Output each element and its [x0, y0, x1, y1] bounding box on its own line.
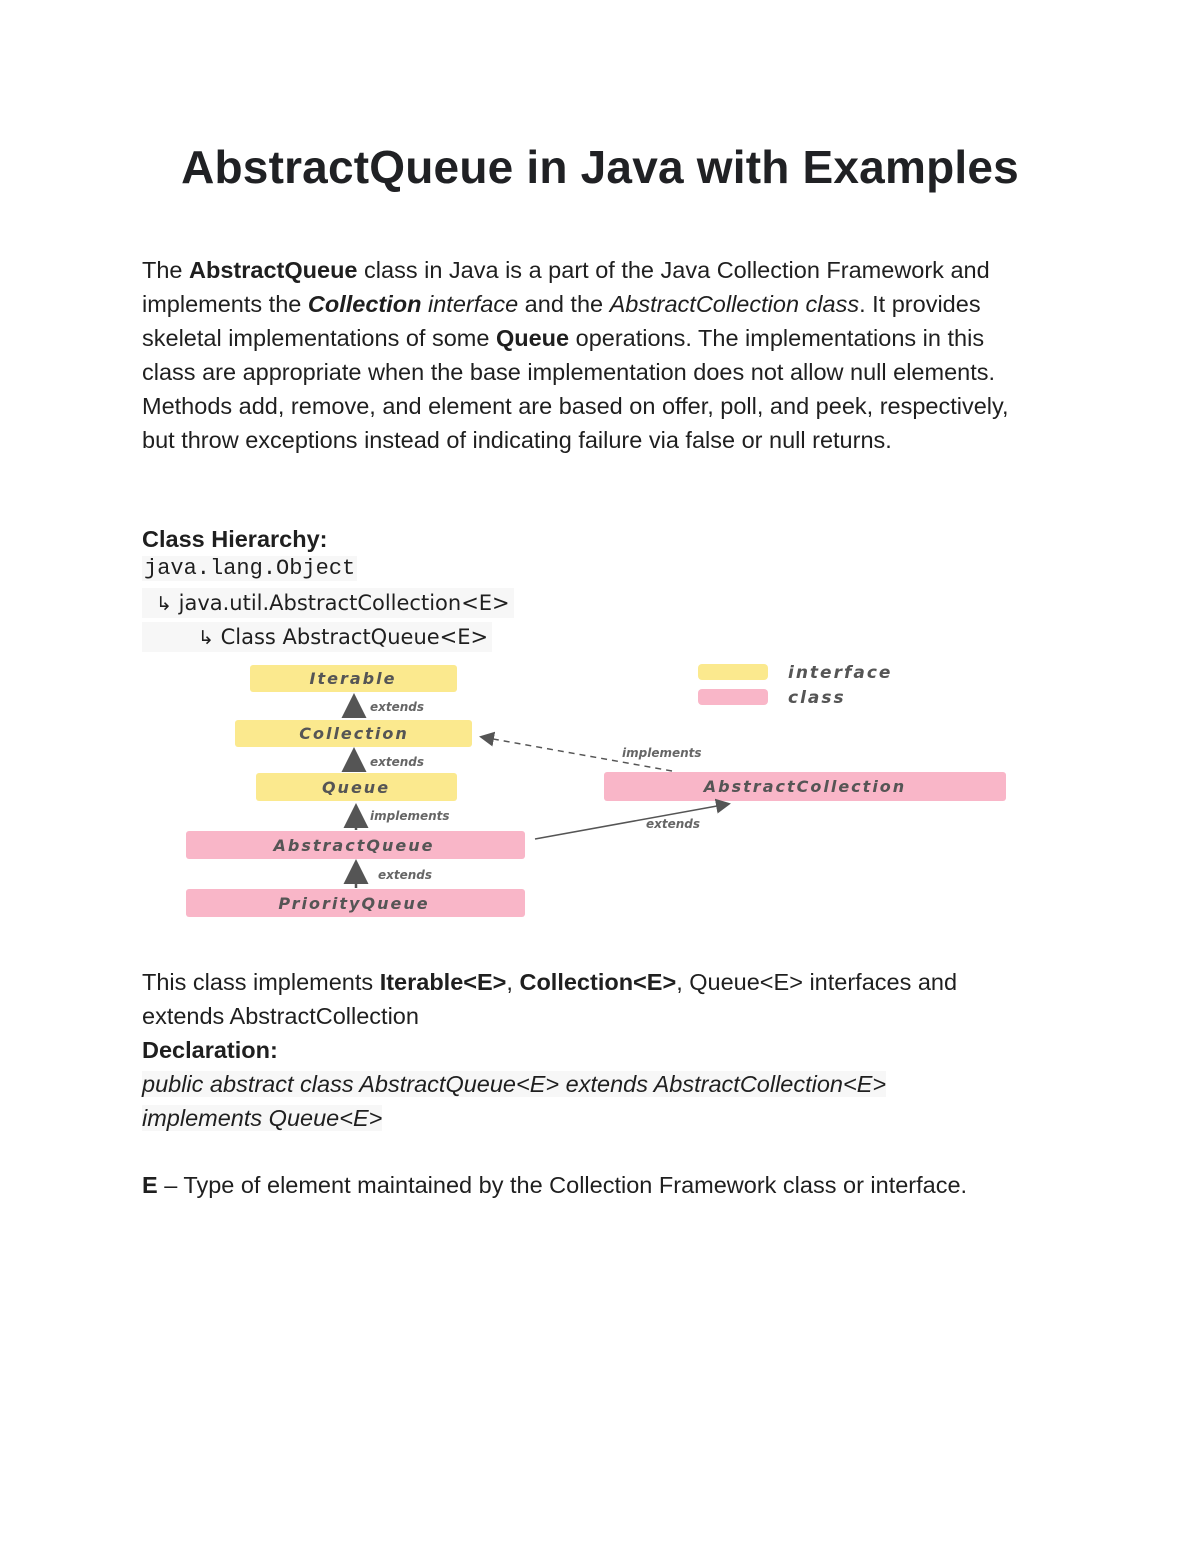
intro-bold-queue: Queue [495, 325, 570, 351]
intro-text: class in Java is a part of the Java Collection Framework and implements the [142, 257, 990, 317]
hierarchy-arrow-icon: ↳ [198, 627, 214, 649]
hierarchy-arrow-icon: ↳ [156, 593, 172, 615]
edge-label-extends2: extends [370, 755, 425, 769]
intro-italic-abstractcollection: AbstractCollection class [609, 291, 860, 317]
implements-text: This class implements [142, 969, 380, 995]
intro-paragraph [142, 253, 1042, 457]
declaration-line2: implements Queue<E> [142, 1105, 383, 1131]
node-abstractqueue: AbstractQueue [273, 836, 435, 855]
hierarchy-level1-label: java.util.AbstractCollection<E> [178, 591, 510, 615]
node-priorityqueue: PriorityQueue [278, 894, 430, 913]
hierarchy-level2-label: Class AbstractQueue<E> [220, 625, 489, 649]
legend-interface-swatch [698, 664, 768, 680]
page-title: AbstractQueue in Java with Examples [181, 141, 1019, 193]
hierarchy-level2 [142, 622, 492, 652]
implements-text: , [506, 969, 520, 995]
intro-bold-collection: Collection [307, 291, 422, 317]
intro-text: and the [518, 291, 610, 317]
edge-label-implements2: implements [622, 746, 702, 760]
legend-interface-label: interface [788, 663, 893, 683]
implements-text: , Queue<E> interfaces and extends AbstractCollection [142, 969, 958, 1029]
implements-bold-iterable: Iterable<E> [379, 969, 507, 995]
type-param-text: – Type of element maintained by the Collection Framework class or interface. [157, 1172, 968, 1198]
edge-label-extends4: extends [646, 817, 701, 831]
declaration-code [142, 1067, 886, 1135]
edge-label-extends1: extends [370, 700, 425, 714]
intro-bold-abstractqueue: AbstractQueue [189, 257, 358, 283]
hierarchy-level1 [142, 588, 514, 618]
legend-class-swatch [698, 689, 768, 705]
legend-class-label: class [788, 688, 846, 708]
implements-bold-collection: Collection<E> [519, 969, 677, 995]
node-abstractcollection: AbstractCollection [703, 777, 907, 796]
type-param-bold-e: E [142, 1172, 158, 1198]
edge-label-implements1: implements [370, 809, 450, 823]
intro-text: . It provides skeletal implementations of some [142, 291, 981, 351]
edge-label-extends3: extends [378, 868, 433, 882]
node-iterable: Iterable [309, 669, 397, 688]
declaration-heading: Declaration: [142, 1037, 278, 1063]
declaration-line1: public abstract class AbstractQueue<E> extends AbstractCollection<E> [142, 1071, 887, 1097]
intro-italic-interface: interface [421, 291, 519, 317]
class-hierarchy-heading: Class Hierarchy: [142, 526, 328, 552]
class-hierarchy-diagram [142, 650, 1062, 930]
type-param-paragraph [142, 1168, 1042, 1202]
hierarchy-root: java.lang.Object [144, 556, 356, 581]
implements-paragraph [142, 965, 1042, 1033]
intro-text: operations. The implementations in this class are appropriate when the base implementation does not allow null elements. Methods add, remove, and element are based on offer, poll, and peek, respectively, but throw exceptions instead of indicating failure via false or null returns. [142, 325, 1009, 453]
node-collection: Collection [299, 724, 409, 743]
intro-text: The [142, 257, 190, 283]
node-queue: Queue [321, 778, 391, 797]
